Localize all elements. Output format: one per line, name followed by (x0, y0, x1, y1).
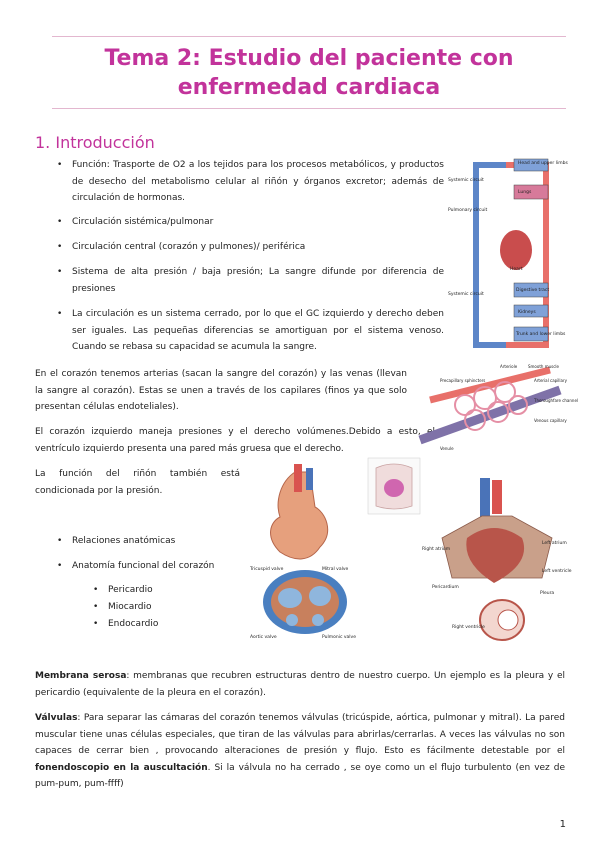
para-heart-pressure: El corazón izquierdo maneja presiones y el derecho volúmenes.Debido a esto, el ventrículo izquierdo presenta una pared más gruesa que el derecho. (35, 427, 435, 454)
sub-bullet-miocardio: • Miocardio (93, 602, 152, 612)
label-mitral: Mitral valve (322, 567, 349, 572)
title-rule (52, 108, 566, 109)
thorax-figure (368, 458, 420, 514)
para-valves: Válvulas: Para separar las cámaras del corazón tenemos válvulas (tricúspide, aórtica, pulmonar y mitral). La pared muscular tiene unas células especiales, que tiran de las válvulas para abrirlas/cerrarlas. A veces las válvulas no son capaces de cerrar bien , provocando alteraciones de presión y flujo. Esto es fácilmente detestable por el fonendoscopio en la auscultación. Si la válvula no ha cerrado , se oye como un el flujo turbulento (en vez de pum-pum, pum-ffff) (35, 713, 565, 789)
para-serous-membrane: Membrana serosa: membranas que recubren estructuras dentro de nuestro cuerpo. Un ejemplo es la pleura y el pericardio (equivalente de la pleura en el corazón). (35, 671, 565, 698)
label-precapillary: Precapillary sphincters (440, 378, 486, 383)
label-kidneys: Kidneys (518, 310, 536, 315)
bullet-pressure-system: • Sistema de alta presión / baja presión; La sangre difunde por diferencia de presiones (57, 267, 444, 294)
label-pulmonary: Pulmonary circuit (448, 208, 488, 213)
pericardium-figure (422, 478, 572, 648)
label-pericardium: Pericardium (432, 585, 459, 590)
label-trunk: Trunk and lower limbs (516, 332, 566, 337)
label-digestive: Digestive tract (516, 288, 550, 293)
label-pleura: Pleura (540, 591, 555, 596)
bullet-closed-system: • La circulación es un sistema cerrado, por lo que el GC izquierdo y derecho deben ser iguales. Las pequeñas diferencias se amortiguan por el sistema venoso. Cuando se rebasa su capacidad se acumula la sangre. (57, 309, 444, 352)
label-pulmonic: Pulmonic valve (322, 635, 356, 640)
bullet-relations: • Relaciones anatómicas (57, 536, 176, 546)
sub-bullet-endocardio: • Endocardio (93, 619, 159, 629)
label-arterial-cap: Arterial capillary (534, 378, 567, 383)
capillary-diagram (410, 360, 579, 452)
top-rule (52, 36, 566, 37)
label-systemic-1: Systemic circuit (448, 178, 484, 183)
page-title: Tema 2: Estudio del paciente con enfermedad cardiaca (104, 46, 514, 100)
heart-valves-figure (250, 462, 360, 640)
page-number: 1 (559, 819, 566, 830)
label-head: Head and upper limbs (518, 161, 568, 166)
bullet-functional-anatomy: • Anatomía funcional del corazón (57, 561, 215, 571)
label-left-atrium: Left atrium (542, 541, 567, 546)
para-arteries-veins: En el corazón tenemos arterias (sacan la sangre del corazón) y las venas (llevan la sangre al corazón). Estas se unen a través de los capilares (finos ya que solo presentan células endoteliales). (35, 369, 407, 412)
section-heading: 1. Introducción (35, 133, 155, 152)
label-heart: Heart (510, 267, 523, 272)
label-tricuspid: Tricuspid valve (250, 567, 284, 572)
bullet-circulation-central: • Circulación central (corazón y pulmones)/ periférica (57, 242, 306, 252)
label-right-atrium: Right atrium (422, 547, 451, 552)
circulation-diagram (446, 155, 568, 355)
label-venule: Venule (440, 446, 454, 451)
sub-bullet-pericardio: • Pericardio (93, 585, 153, 595)
label-left-ventricle: Left ventricle (542, 569, 572, 574)
bullet-function: • Función: Trasporte de O2 a los tejidos para los procesos metabólicos, y productos de desecho del metabolismo celular al riñón y órganos excretor; además de circulación de hormonas. (57, 160, 444, 203)
label-venous-cap: Venous capillary (534, 418, 567, 423)
label-smooth-muscle: Smooth muscle (528, 364, 559, 369)
label-systemic-2: Systemic circuit (448, 292, 484, 297)
label-right-ventricle: Right ventricle (452, 625, 485, 630)
label-arteriole: Arteriole (500, 364, 518, 369)
label-thoroughfare: Thoroughfare channel (534, 398, 579, 403)
label-lungs: Lungs (518, 190, 532, 195)
para-kidney: La función del riñón también está condicionada por la presión. (35, 469, 240, 496)
bullet-circulation-systemic: • Circulación sistémica/pulmonar (57, 217, 214, 227)
label-aortic: Aortic valve (250, 635, 277, 640)
